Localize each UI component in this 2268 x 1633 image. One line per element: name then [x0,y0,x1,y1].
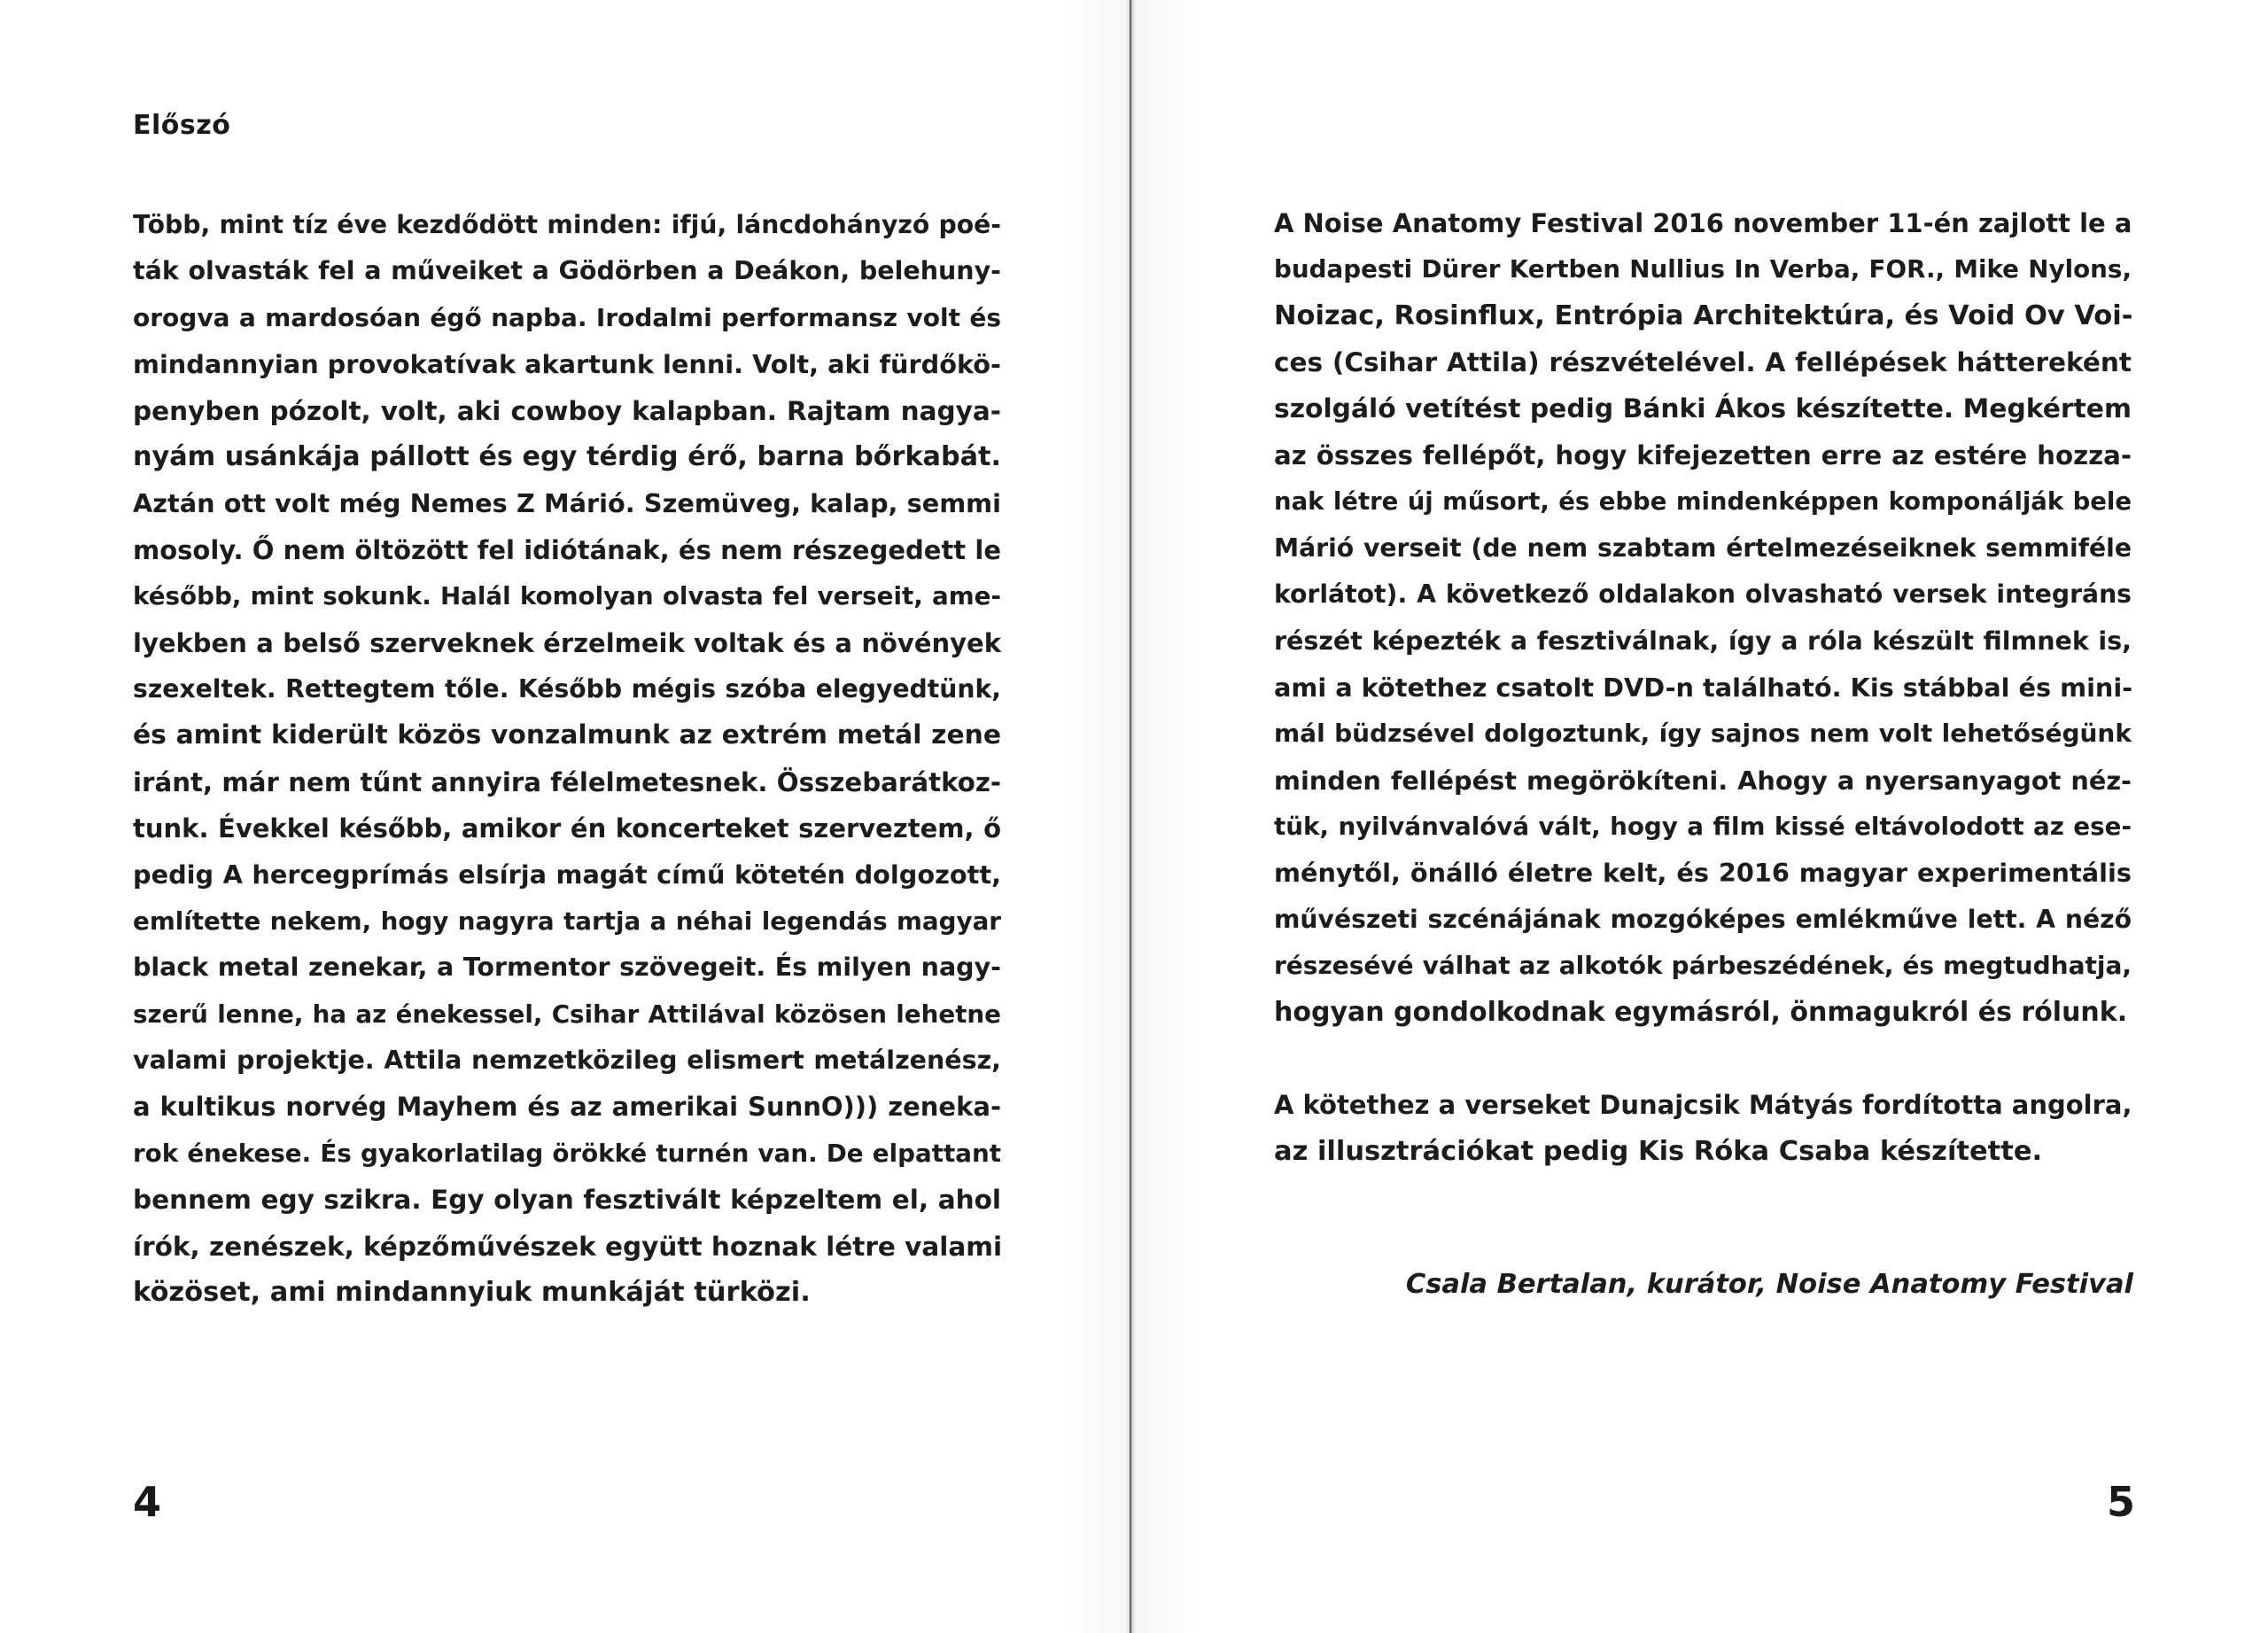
text-line: nak létre új műsort, és ebbe mindenképpen komponálják bele [1274,487,2132,517]
text-line: mál büdzsével dolgoztunk, így sajnos nem volt lehetőségünk [1274,719,2132,749]
text-line: rok énekese. És gyakorlatilag örökké turnén van. De elpattant [133,1138,1001,1168]
text-line: black metal zenekar, a Tormentor szövegeit. És milyen nagy- [133,953,1001,983]
paragraph-gap [1274,1036,2132,1082]
text-line: ménytől, önálló életre kelt, és 2016 magyar experimentális [1274,858,2132,889]
text-line: a kultikus norvég Mayhem és az amerikai SunnO))) zeneka- [133,1092,1001,1123]
text-line: írók, zenészek, képzőművészek együtt hoznak létre valami [133,1231,1003,1262]
text-line: valami projektje. Attila nemzetközileg elismert metálzenész, [133,1046,1001,1076]
text-line: Márió verseit (de nem szabtam értelmezéseiknek semmiféle [1274,533,2132,563]
text-line: tük, nyilvánvalóvá vált, hogy a film kissé eltávolodott az ese- [1274,812,2132,842]
text-line: Több, mint tíz éve kezdődött minden: ifjú, láncdohányzó poé- [133,210,1001,239]
text-line: szerű lenne, ha az énekessel, Csihar Attilával közösen lehetne [133,999,1001,1029]
text-line: közöset, ami mindannyiuk munkáját türközi. [133,1276,811,1308]
text-line: művészeti szcénájának mozgóképes emlékműve lett. A néző [1274,904,2132,934]
text-line: A kötethez a verseket Dunajcsik Mátyás fordította angolra, [1274,1090,2132,1121]
text-line: és amint kiderült közös vonzalmunk az extrém metál zene [133,719,1001,751]
text-line: budapesti Dürer Kertben Nullius In Verba, FOR., Mike Nylons, [1274,254,2132,284]
text-line: részesévé válhat az alkotók párbeszédének, és megtudhatja, [1274,951,2132,981]
signature: Csala Bertalan, kurátor, Noise Anatomy Festival [1405,1269,2133,1300]
text-line: bennem egy szikra. Egy olyan fesztivált képzeltem el, ahol [133,1185,1001,1216]
text-line: említette nekem, hogy nagyra tartja a néhai legendás magyar [133,906,1001,936]
text-line: az összes fellépőt, hogy kifejezetten erre az estére hozza- [1274,439,2132,470]
text-line: Noizac, Rosinflux, Entrópia Architektúra, és Void Ov Voi- [1274,299,2133,331]
text-line: ták olvasták fel a műveiket a Gödörben a Deákon, belehuny- [133,256,1001,286]
text-line: mindannyian provokatívak akartunk lenni. Volt, aki fürdőkö- [133,349,1001,380]
page-number-left: 4 [133,1478,162,1526]
text-line: Aztán ott volt még Nemes Z Márió. Szemüveg, kalap, semmi [133,488,1001,519]
book-gutter [1123,0,1138,1633]
page-heading: Előszó [133,110,231,141]
text-line: minden fellépést megörökíteni. Ahogy a nyersanyagot néz- [1274,765,2132,796]
text-line: A Noise Anatomy Festival 2016 november 11-én zajlott le a [1274,208,2132,238]
text-line: penyben pózolt, volt, aki cowboy kalapban. Rajtam nagya- [133,395,1001,426]
text-line: nyám usánkája pállott és egy térdig érő, barna bőrkabát. [133,440,1001,472]
text-line: ces (Csihar Attila) részvételével. A fellépések háttereként [1274,347,2132,378]
text-line: mosoly. Ő nem öltözött fel idiótának, és nem részegedett le [133,534,1001,565]
festival-text [1274,200,2132,1175]
text-line: iránt, már nem tűnt annyira félelmetesnek. Összebarátkoz- [133,766,1001,797]
text-line: később, mint sokunk. Halál komolyan olvasta fel verseit, ame- [133,581,1001,611]
left-page [0,0,1130,1633]
text-line: szexeltek. Rettegtem tőle. Később mégis szóba elegyedtünk, [133,673,1001,704]
text-line: szolgáló vetítést pedig Bánki Ákos készítette. Megkértem [1274,393,2132,424]
foreword-text [133,202,1001,1316]
text-line: tunk. Évekkel később, amikor én koncerteket szerveztem, ő [133,813,1001,844]
text-line: hogyan gondolkodnak egymásról, önmagukról és rólunk. [1274,996,2128,1028]
text-line: ami a kötethez csatolt DVD-n található. Kis stábbal és mini- [1274,672,2133,703]
text-line: korlátot). A következő oldalakon olvasható versek integráns [1274,579,2132,610]
text-line: lyekben a belső szerveknek érzelmeik voltak és a növények [133,627,1001,658]
right-page [1130,0,2268,1633]
page-number-right: 5 [2107,1478,2136,1526]
text-line: pedig A hercegprímás elsírja magát című kötetén dolgozott, [133,859,1001,890]
text-line: orogva a mardosóan égő napba. Irodalmi performansz volt és [133,302,1001,332]
text-line: az illusztrációkat pedig Kis Róka Csaba készítette. [1274,1135,2043,1167]
text-line: részét képezték a fesztiválnak, így a róla készült filmnek is, [1274,626,2132,656]
